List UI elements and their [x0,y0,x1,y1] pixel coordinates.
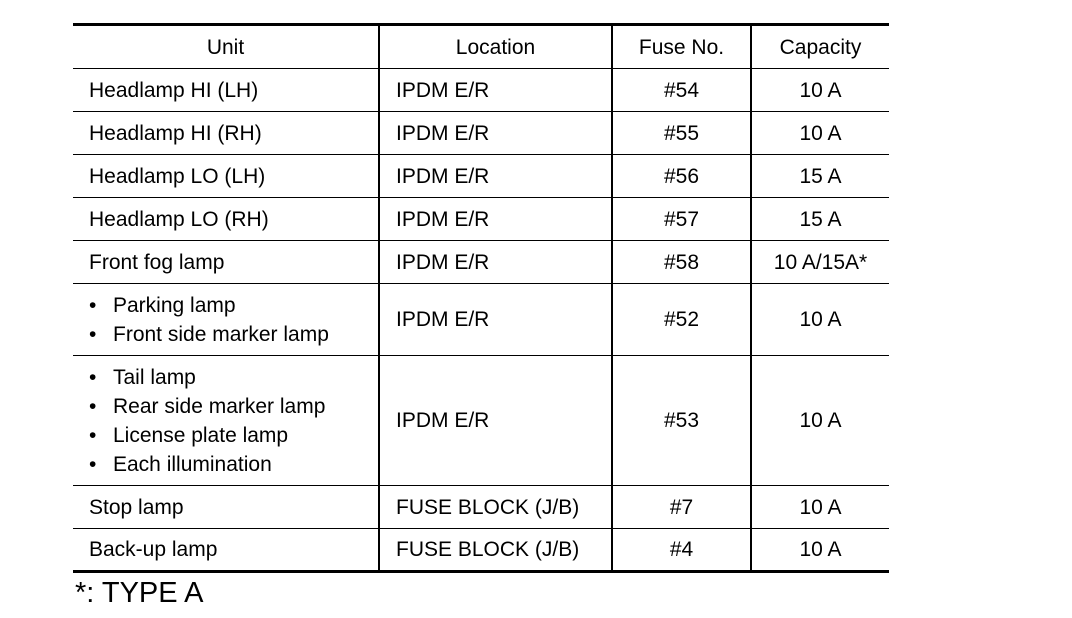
location-cell: IPDM E/R [379,198,612,241]
unit-bullet-item: • Each illumination [89,450,372,479]
fuse-table [73,23,889,573]
unit-cell [73,356,379,486]
unit-cell: Headlamp HI (LH) [73,69,379,112]
table-body [73,69,889,572]
capacity-cell: 10 A [751,284,889,356]
unit-cell: Stop lamp [73,486,379,529]
header-fuse-no: Fuse No. [612,25,751,69]
header-capacity: Capacity [751,25,889,69]
unit-cell: Headlamp HI (RH) [73,112,379,155]
unit-cell: Headlamp LO (LH) [73,155,379,198]
capacity-cell: 10 A [751,529,889,572]
location-cell: FUSE BLOCK (J/B) [379,529,612,572]
location-cell: IPDM E/R [379,155,612,198]
location-cell: IPDM E/R [379,112,612,155]
capacity-cell: 10 A [751,356,889,486]
unit-bullet-item: • Rear side marker lamp [89,392,372,421]
fuse-no-cell: #58 [612,241,751,284]
location-cell: IPDM E/R [379,241,612,284]
location-cell: IPDM E/R [379,69,612,112]
footnote: *: TYPE A [75,577,204,609]
table-row [73,284,889,356]
location-cell: IPDM E/R [379,284,612,356]
table-row [73,529,889,572]
capacity-cell: 15 A [751,198,889,241]
unit-cell: Front fog lamp [73,241,379,284]
location-cell: FUSE BLOCK (J/B) [379,486,612,529]
unit-bullet-list [89,291,372,349]
capacity-cell: 10 A [751,112,889,155]
unit-bullet-item: • License plate lamp [89,421,372,450]
fuse-no-cell: #54 [612,69,751,112]
fuse-no-cell: #55 [612,112,751,155]
unit-cell: Back-up lamp [73,529,379,572]
capacity-cell: 10 A [751,486,889,529]
unit-cell: Headlamp LO (RH) [73,198,379,241]
table-row [73,155,889,198]
table-row [73,356,889,486]
capacity-cell: 10 A [751,69,889,112]
unit-bullet-item: • Tail lamp [89,363,372,392]
unit-cell [73,284,379,356]
unit-bullet-item: • Front side marker lamp [89,320,372,349]
table-row [73,112,889,155]
fuse-no-cell: #52 [612,284,751,356]
fuse-no-cell: #7 [612,486,751,529]
table-row [73,198,889,241]
fuse-no-cell: #4 [612,529,751,572]
capacity-cell: 10 A/15A* [751,241,889,284]
capacity-cell: 15 A [751,155,889,198]
table-row [73,486,889,529]
header-row [73,25,889,69]
table-header [73,25,889,69]
table-row [73,241,889,284]
header-unit: Unit [73,25,379,69]
fuse-no-cell: #53 [612,356,751,486]
unit-bullet-item: • Parking lamp [89,291,372,320]
fuse-no-cell: #57 [612,198,751,241]
location-cell: IPDM E/R [379,356,612,486]
unit-bullet-list [89,363,372,479]
header-location: Location [379,25,612,69]
fuse-no-cell: #56 [612,155,751,198]
table-row [73,69,889,112]
